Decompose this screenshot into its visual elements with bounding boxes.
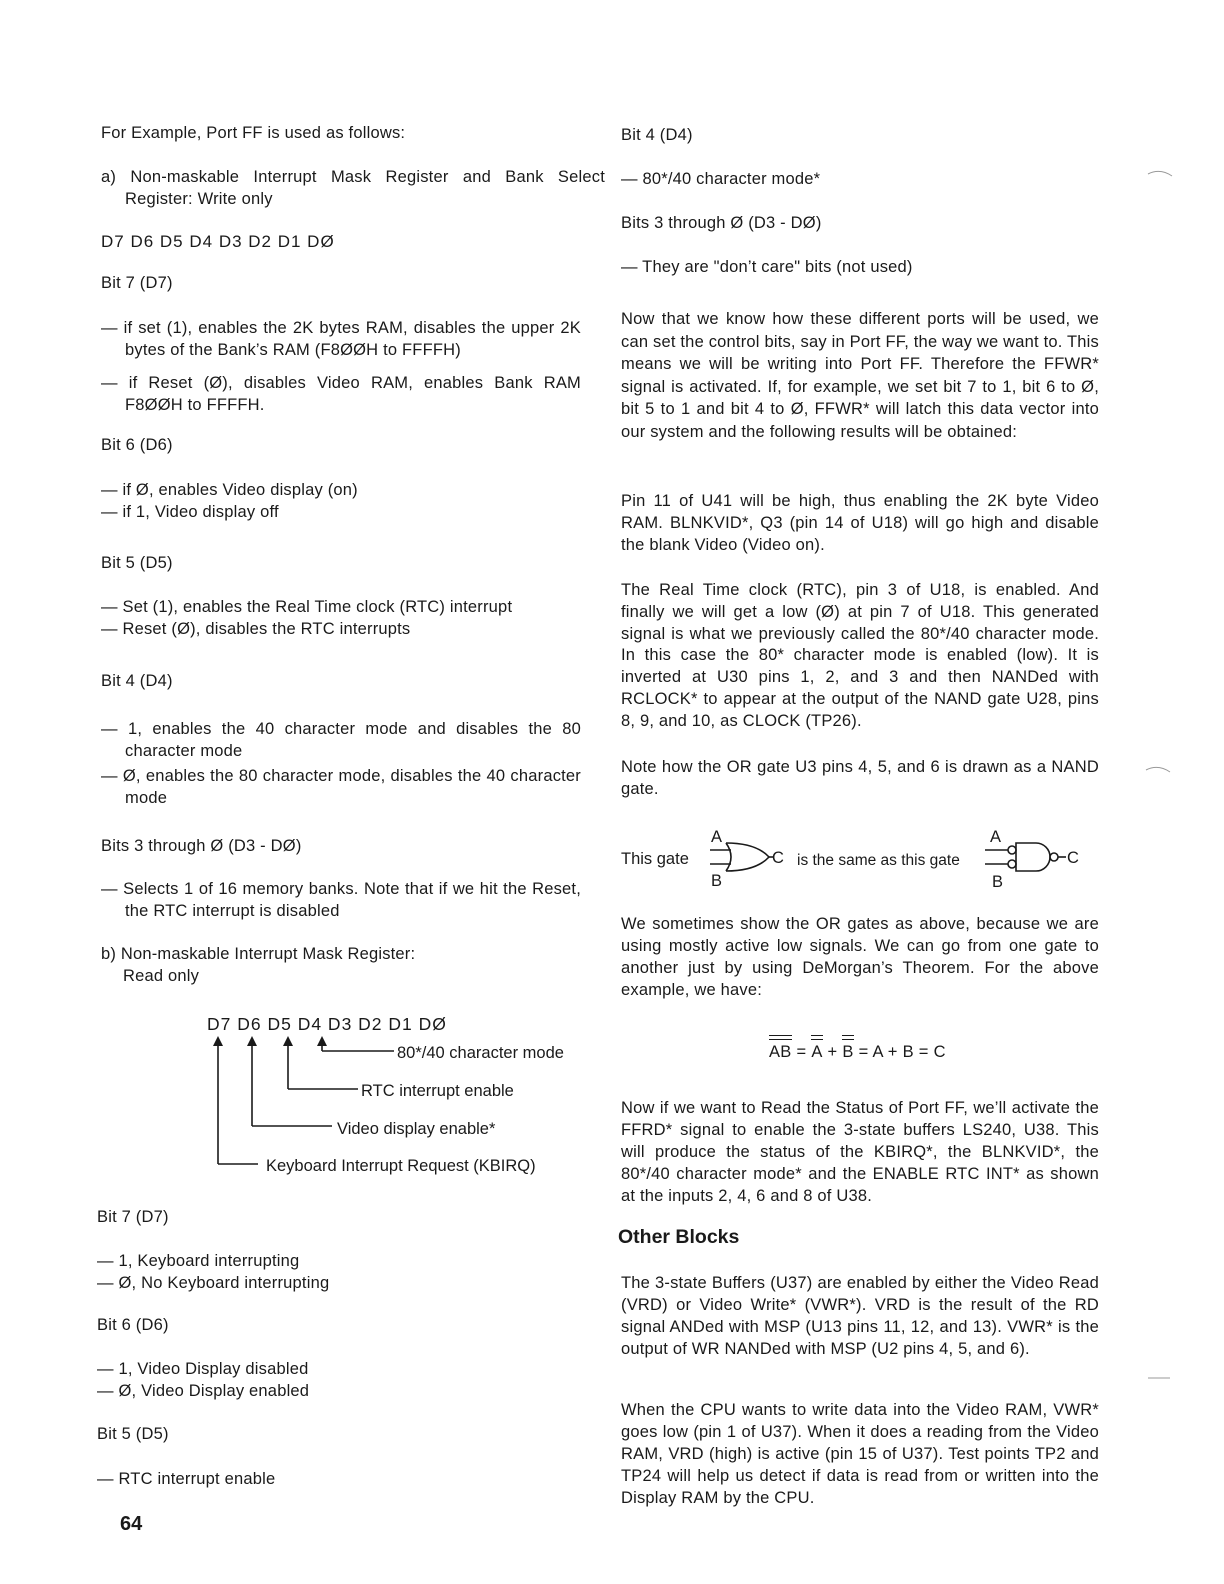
equation-a: A [811,1039,822,1062]
read-bit5-heading: Bit 5 (D5) [97,1425,169,1443]
equation-b: B [842,1039,853,1062]
paragraph-6: Now if we want to Read the Status of Port FF, we’ll activate the FFRD* signal to enable the 3-state buffers LS240, U38. This will produce the status of the KBIRQ*, the BLNKVID*, the 80*/40 character mode* and the ENABLE RTC INT* as shown at the inputs 2, 4, 6 and 8 of U38. [621,1099,1099,1205]
list-item: — if Reset (Ø), disables Video RAM, enables Bank RAM F8ØØH to FFFFH. [101,374,581,414]
paragraph-5: We sometimes show the OR gates as above, because we are using mostly active low signals. We can go from one gate to another just by using DeMorgan’s Theorem. For the above example, we have: [621,915,1099,999]
section-title: Other Blocks [618,1226,740,1248]
label-same-as: is the same as this gate [797,852,960,869]
bit5-heading: Bit 5 (D5) [101,554,173,572]
margin-mark-icon [1146,767,1170,772]
list-item: — 1, Keyboard interrupting [97,1252,300,1270]
list-item: — 1, Video Display disabled [97,1360,309,1378]
right-bits30-heading: Bits 3 through Ø (D3 - DØ) [621,214,822,232]
list-item: — Ø, No Keyboard interrupting [97,1273,330,1292]
list-item: — if Ø, enables Video display (on) [101,481,358,499]
paragraph-4: Note how the OR gate U3 pins 4, 5, and 6 is drawn as a NAND gate. [621,758,1099,798]
paragraph-7: The 3-state Buffers (U37) are enabled by either the Video Read (VRD) or Video Write* (VWR*). VRD is the result of the RD signal ANDed with MSP (U13 pins 11, 12, and 13). VWR* is the output of WR NANDed with MSP (U2 pins 4, 5, and 6). [621,1274,1099,1358]
intro-text: For Example, Port FF is used as follows: [101,124,406,142]
list-item: — Set (1), enables the Real Time clock (RTC) interrupt [101,598,513,616]
list-item: — if 1, Video display off [101,502,279,521]
nand-gate-input-b: B [992,873,1004,891]
bits-row: D7 D6 D5 D4 D3 D2 D1 DØ [101,232,335,251]
label-d5: RTC interrupt enable [361,1082,514,1100]
read-bit6-heading: Bit 6 (D6) [97,1316,169,1334]
list-item: — 1, enables the 40 character mode and disables the 80 character mode [101,720,581,760]
item-a: a) Non-maskable Interrupt Mask Register and Bank Select Register: Write only [101,168,605,208]
page-number: 64 [120,1513,143,1535]
or-gate-input-b: B [711,872,723,890]
paragraph-1: Now that we know how these different ports will be used, we can set the control bits, say in Port FF, the way we want to. This means we will be writing into Port FF. Therefore the FFWR* signal is activated. If, for example, we set bit 7 to 1, bit 6 to Ø, bit 5 to 1 and bit 4 to Ø, FFWR* will latch this data vector into our system and the following results will be obtained: [621,310,1099,441]
label-d4: 80*/40 character mode [397,1044,564,1062]
paragraph-2: Pin 11 of U41 will be high, thus enabling the 2K byte Video RAM. BLNKVID*, Q3 (pin 14 of U18) will go high and disable the blank Video (Video on). [621,492,1099,554]
list-item: — 80*/40 character mode* [621,170,821,188]
label-d6: Video display enable* [337,1120,496,1138]
list-item: — They are "don’t care" bits (not used) [621,258,913,276]
label-d7: Keyboard Interrupt Request (KBIRQ) [266,1157,536,1175]
equation-equals: = [796,1043,807,1061]
equation-rest: = A + B = C [858,1043,946,1061]
nand-gate-input-a: A [990,828,1002,846]
list-item: — Ø, Video Display enabled [97,1381,310,1400]
list-item: — if set (1), enables the 2K bytes RAM, disables the upper 2K bytes of the Bank’s RAM (F8ØØH to FFFFH) [101,319,581,359]
nand-gate-output-c: C [1067,849,1079,867]
list-item: — Ø, enables the 80 character mode, disables the 40 character mode [101,767,581,807]
bit7-heading: Bit 7 (D7) [101,274,173,292]
bit4-heading: Bit 4 (D4) [101,672,173,690]
equation-plus: + [827,1043,838,1061]
or-gate-input-a: A [711,828,723,846]
list-item: — Selects 1 of 16 memory banks. Note that if we hit the Reset, the RTC interrupt is disabled [101,880,581,920]
or-gate-output-c: C [772,849,784,867]
paragraph-8: When the CPU wants to write data into the Video RAM, VWR* goes low (pin 1 of U37). When it does a reading from the Video RAM, VRD (high) is active (pin 15 of U37). Test points TP2 and TP24 will help us detect if data is read from or written into the Display RAM by the CPU. [621,1401,1099,1507]
equation-ab: AB [769,1039,792,1062]
right-bit4-heading: Bit 4 (D4) [621,126,693,144]
bits30-heading: Bits 3 through Ø (D3 - DØ) [101,837,302,855]
label-this-gate: This gate [621,850,689,868]
paragraph-3: The Real Time clock (RTC), pin 3 of U18, is enabled. And finally we will get a low (Ø) at pin 7 of U18. This generated signal is what we previously called the 80*/40 character mode. In this case the 80* character mode is enabled (low). It is inverted at U30 pins 1, 2, and 3 and then NANDed with RCLOCK* to appear at the output of the NAND gate U28, pins 8, 9, and 10, as CLOCK (TP26). [621,581,1099,730]
list-item: — Reset (Ø), disables the RTC interrupts [101,619,411,638]
list-item: — RTC interrupt enable [97,1470,276,1488]
item-b-line1: b) Non-maskable Interrupt Mask Register: [101,945,416,963]
item-b-line2: Read only [123,966,200,985]
read-bit7-heading: Bit 7 (D7) [97,1208,169,1226]
margin-mark-icon [1148,171,1172,176]
diagram-bits: D7 D6 D5 D4 D3 D2 D1 DØ [207,1014,447,1034]
bit6-heading: Bit 6 (D6) [101,436,173,454]
